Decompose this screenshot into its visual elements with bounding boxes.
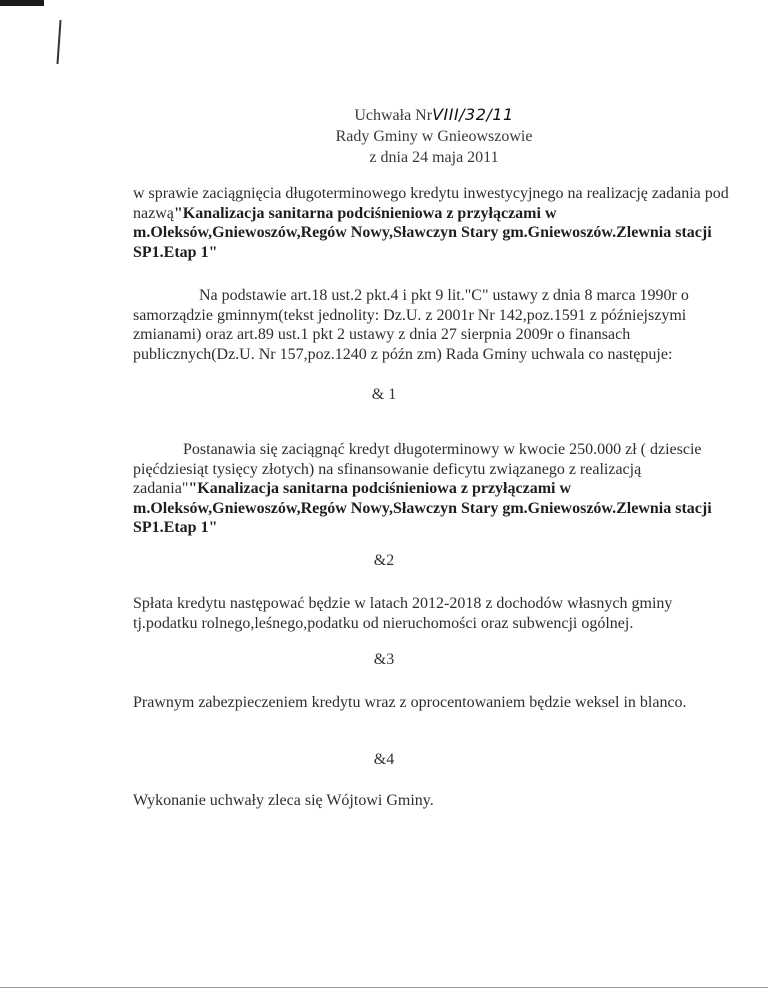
scan-punch-mark: [56, 20, 61, 64]
subject-project-name: "Kanalizacja sanitarna podciśnieniowa z przyłączami w m.Oleksów,Gniewoszów,Regów Nowy,Sławczyn Stary gm.Gniewoszów.Zlewnia stacji SP1.Etap 1": [133, 204, 712, 261]
resolution-date: z dnia 24 maja 2011: [369, 149, 499, 166]
title-prefix: Uchwała Nr: [354, 107, 433, 124]
handwritten-resolution-number: VIII/32/11: [432, 105, 514, 124]
section-2-paragraph: [133, 594, 733, 633]
section-mark-4: &4: [373, 751, 395, 768]
scan-bottom-edge: [0, 987, 768, 988]
section-mark-3: &3: [373, 651, 395, 668]
resolution-header: [0, 104, 768, 168]
section-1-paragraph: [133, 440, 733, 538]
scan-edge-mark: [0, 0, 44, 6]
council-name: Rady Gminy w Gnieowszowie: [335, 128, 533, 145]
section-mark-2: &2: [373, 552, 395, 569]
resolution-title: [0, 104, 768, 126]
section-2-text: Spłata kredytu następować będzie w latach 2012-2018 z dochodów własnych gminy tj.podatku rolnego,leśnego,podatku od nieruchomości oraz subwencji ogólnej.: [133, 595, 673, 632]
section-4-text: Wykonanie uchwały zleca się Wójtowi Gminy.: [133, 792, 434, 809]
section-1-text: Postanawia się zaciągnąć kredyt długoterminowy w kwocie 250.000 zł ( dziescie pięćdziesiąt tysięcy złotych) na sfinansowanie deficytu związanego z realizacją zadania": [133, 441, 702, 497]
subject-intro: w sprawie zaciągnięcia długoterminowego kredytu inwestycyjnego na realizację zadania pod nazwą: [133, 185, 729, 222]
preamble-text: Na podstawie art.18 ust.2 pkt.4 i pkt 9 lit."C" ustawy z dnia 8 marca 1990r o samorządzie gminnym(tekst jednolity: Dz.U. z 2001r Nr 142,poz.1591 z późniejszymi zmianami) oraz art.89 ust.1 pkt 2 ustawy z dnia 27 sierpnia 2009r o finansach publicznych(Dz.U. Nr 157,poz.1240 z późn zm) Rada Gminy uchwala co następuje:: [133, 287, 689, 363]
section-3-text: Prawnym zabezpieczeniem kredytu wraz z oprocentowaniem będzie weksel in blanco.: [133, 694, 687, 711]
section-3-paragraph: [133, 693, 733, 713]
section-1-project-name: "Kanalizacja sanitarna podciśnieniowa z przyłączami w m.Oleksów,Gniewoszów,Regów Nowy,Sławczyn Stary gm.Gniewoszów.Zlewnia stacji SP1.Etap 1": [133, 480, 712, 536]
section-mark-1: & 1: [371, 386, 397, 403]
section-4-paragraph: [133, 791, 733, 811]
subject-paragraph: [133, 184, 733, 262]
preamble-paragraph: [133, 286, 733, 364]
